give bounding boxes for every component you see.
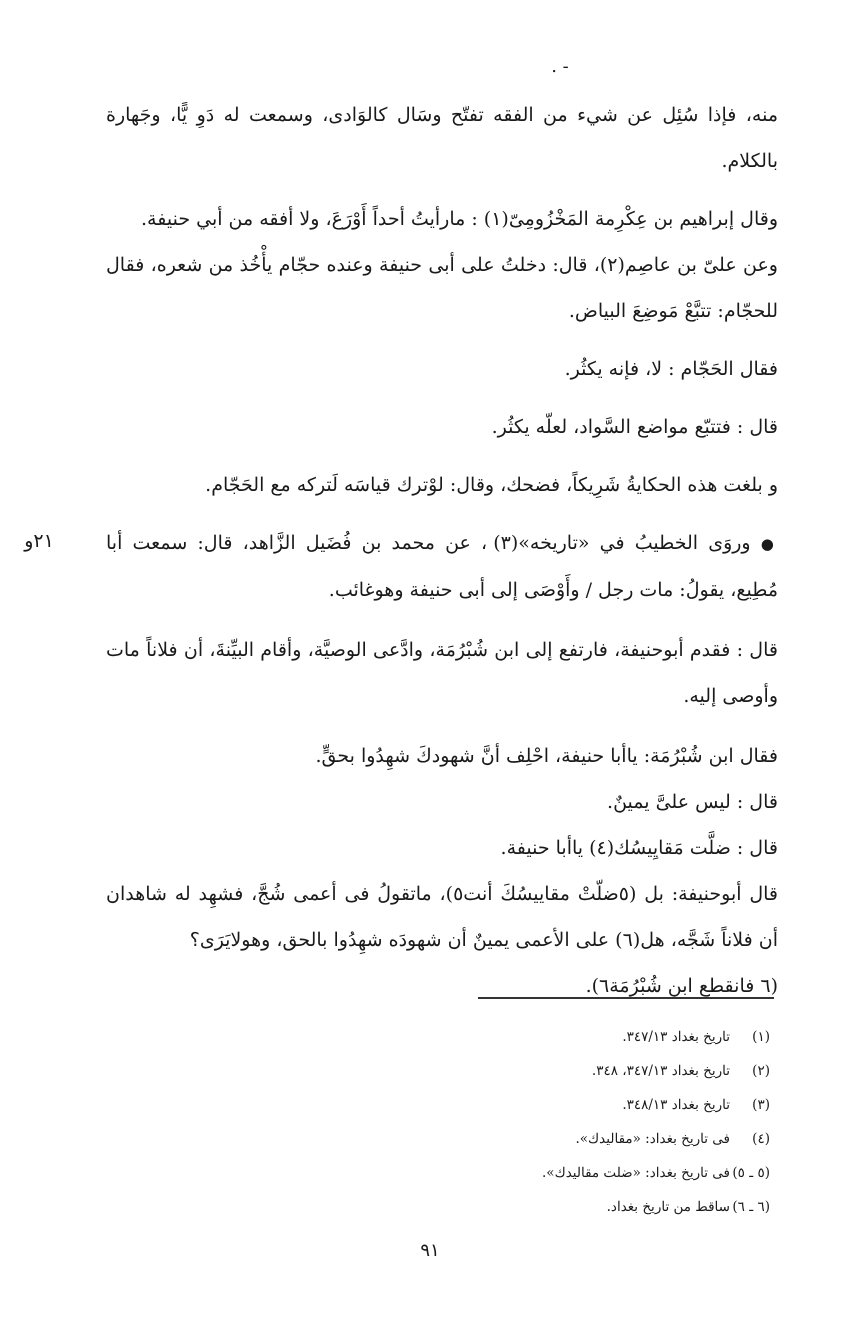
bullet-icon: ● bbox=[760, 535, 778, 553]
paragraph-10: قال : ليس علىَّ يمينٌ. bbox=[607, 791, 778, 813]
paragraph-4: فقال الحَجّام : لا، فإنه يكثُر. bbox=[564, 358, 778, 380]
margin-folio-note: ٢١و bbox=[24, 530, 54, 552]
footnote bbox=[430, 1122, 770, 1156]
paragraph-7 bbox=[106, 520, 778, 613]
footnote bbox=[430, 1156, 770, 1190]
paragraph-3: وعن علىّ بن عاصِم(٢)، قال: دخلتُ على أبى حنيفة وعنده حجّام يأْخُذ من شعره، فقال للحجّام: تتبَّعْ مَوضِعَ البياض. bbox=[106, 254, 778, 322]
paragraph-6: و بلغت هذه الحكايةُ شَرِيكاً، فضحك، وقال: لوْترك قياسَه لَتركه مع الحَجّام. bbox=[205, 474, 778, 496]
footnote-number: (٢) bbox=[752, 1063, 770, 1079]
footnote-divider bbox=[478, 997, 774, 999]
paragraph-1: منه، فإذا سُئِل عن شيء من الفقه تفتّح وسَال كالوَادى، وسمعت له دَوِ يًّا، وجَهارة بالكلام. bbox=[106, 104, 778, 172]
footnote-text: تاريخ بغداد ٣٤٨/١٣. bbox=[622, 1097, 730, 1113]
paragraph-7-text: وروَى الخطيبُ في «تاريخه»(٣) ، عن محمد بن فُضَيل الزَّاهد، قال: سمعت أبا مُطِيع، يقولُ: مات رجل / وأَوْصَى إلى أبى حنيفة وهوغائب. bbox=[106, 532, 778, 601]
footnote-text: فى تاريخ بغداد: «ضلت مقاليدك». bbox=[542, 1165, 730, 1181]
footnote bbox=[430, 1088, 770, 1122]
footnote bbox=[430, 1020, 770, 1054]
main-text bbox=[106, 92, 778, 1009]
paragraph-11: قال : ضلَّت مَقايِيسُك(٤) ياأبا حنيفة. bbox=[500, 837, 778, 859]
footnote-text: تاريخ بغداد ٣٤٧/١٣، ٣٤٨. bbox=[591, 1063, 730, 1079]
footnotes bbox=[430, 1020, 770, 1224]
paragraph-9: فقال ابن شُبْرُمَة: ياأبا حنيفة، احْلِف أنَّ شهودكَ شهِدُوا بحقٍّ. bbox=[315, 745, 778, 767]
footnote-text: فى تاريخ بغداد: «مقاليدك». bbox=[575, 1131, 730, 1147]
footnote-number: (١) bbox=[752, 1029, 770, 1045]
footnote-text: ساقط من تاريخ بغداد. bbox=[606, 1199, 730, 1215]
top-mark: . - bbox=[551, 56, 569, 77]
footnote-text: تاريخ بغداد ٣٤٧/١٣. bbox=[622, 1029, 730, 1045]
footnote-number: (٤) bbox=[752, 1131, 770, 1147]
footnote-number: (٣) bbox=[752, 1097, 770, 1113]
paragraph-2: وقال إبراهيم بن عِكْرِمة المَخْزُومِىّ(١) : مارأيتُ أحداً أَوْرَعَ، ولا أفقه من أبي حنيفة. bbox=[141, 208, 778, 230]
footnote-number: (٦ ـ ٦) bbox=[732, 1199, 770, 1215]
paragraph-8: قال : فقدم أبوحنيفة، فارتفع إلى ابن شُبْرُمَة، وادَّعى الوصيَّة، وأقام البيِّنةَ، أن فلاناً مات وأوصى إليه. bbox=[106, 639, 778, 707]
paragraph-13: (٦ فانقطع ابن شُبْرُمَة٦). bbox=[585, 975, 778, 997]
page-number: ٩١ bbox=[420, 1240, 440, 1261]
paragraph-12: قال أبوحنيفة: بل (٥ضلّتْ مقاييسُكَ أنت٥)، ماتقولُ فى أعمى شُجَّ، فشهِد له شاهدان أن فلاناً شَجَّه، هل(٦) على الأعمى يمينٌ أن شهودَه شهِدُوا بالحق، وهولايَرَى؟ bbox=[106, 883, 778, 951]
footnote-number: (٥ ـ ٥) bbox=[732, 1165, 770, 1181]
footnote bbox=[430, 1190, 770, 1224]
paragraph-5: قال : فتتبّع مواضع السَّواد، لعلّه يكثُر. bbox=[491, 416, 778, 438]
footnote bbox=[430, 1054, 770, 1088]
